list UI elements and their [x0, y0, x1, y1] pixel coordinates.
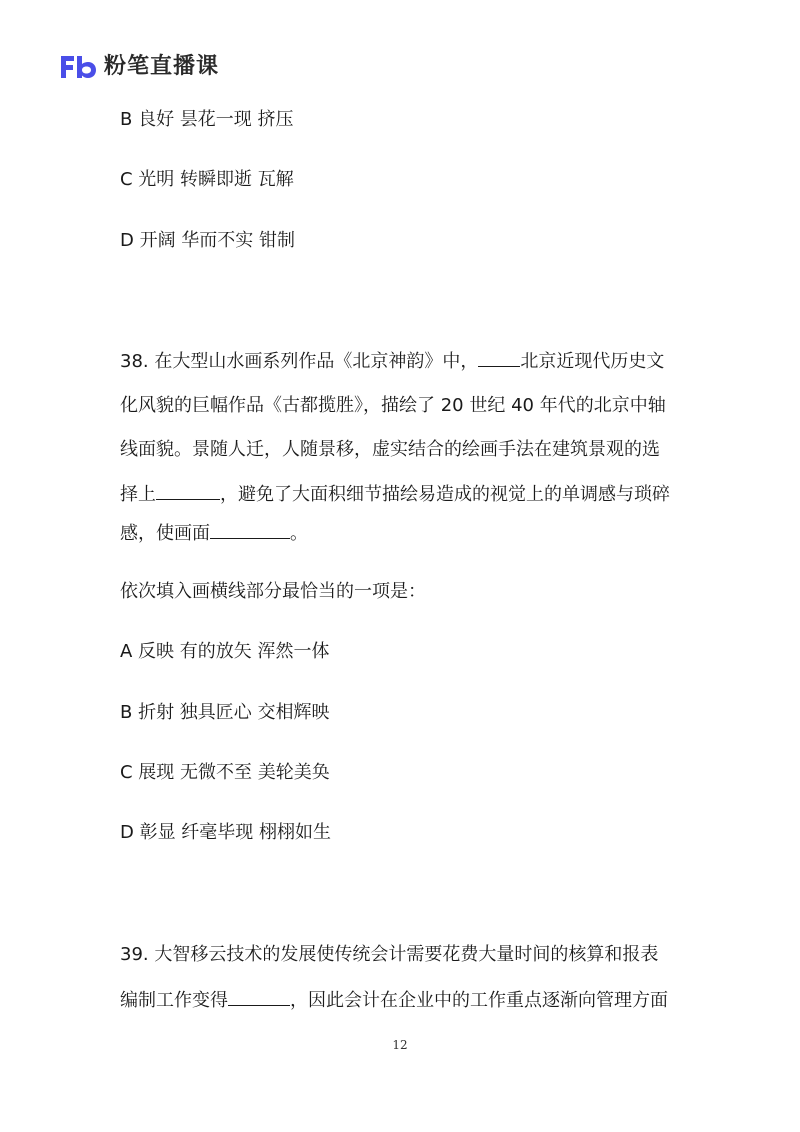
logo-text: 粉笔直播课: [104, 54, 220, 79]
q37-option-b: B 良好 昙花一现 挤压: [120, 109, 294, 130]
q38-option-b: B 折射 独具匠心 交相辉映: [120, 702, 330, 723]
q39-line2-text-b: ，因此会计在企业中的工作重点逐渐向管理方面: [290, 990, 668, 1011]
q38-stem-line-3: 线面貌。景随人迁，人随景移，虚实结合的绘画手法在建筑景观的选: [120, 439, 660, 460]
q37-option-d: D 开阔 华而不实 钳制: [120, 230, 296, 251]
q38-stem-line-2: 化风貌的巨幅作品《古都揽胜》，描绘了 20 世纪 40 年代的北京中轴: [120, 395, 666, 416]
q38-prompt: 依次填入画横线部分最恰当的一项是：: [120, 581, 426, 602]
q38-line5-text-a: 感，使画面: [120, 523, 210, 544]
fb-logo-icon: [58, 52, 98, 82]
page-number: 12: [392, 1038, 408, 1052]
brand-logo: [58, 50, 219, 84]
q38-line1-text-b: 北京近现代历史文: [520, 351, 665, 372]
q39-line2-text-a: 编制工作变得: [120, 990, 228, 1011]
q37-option-c: C 光明 转瞬即逝 瓦解: [120, 169, 294, 190]
q38-line1-text-a: 38. 在大型山水画系列作品《北京神韵》中，: [120, 351, 479, 372]
q38-line4-text-a: 择上: [120, 484, 156, 505]
q38-stem-line-1: [120, 348, 664, 375]
answer-blank-3: [210, 520, 290, 539]
q39-stem-line-2: [120, 987, 668, 1014]
answer-blank-2: [156, 481, 220, 500]
q38-option-d: D 彰显 纤毫毕现 栩栩如生: [120, 822, 332, 843]
q38-line4-text-b: ，避免了大面积细节描绘易造成的视觉上的单调感与琐碎: [220, 484, 670, 505]
q38-option-a: A 反映 有的放矢 浑然一体: [120, 641, 330, 662]
q38-line5-text-b: 。: [290, 523, 308, 544]
answer-blank-4: [228, 987, 290, 1006]
q38-stem-line-4: [120, 481, 670, 508]
q38-stem-line-5: [120, 520, 308, 547]
q38-option-c: C 展现 无微不至 美轮美奂: [120, 762, 330, 783]
q39-stem-line-1: 39. 大智移云技术的发展使传统会计需要花费大量时间的核算和报表: [120, 944, 659, 965]
answer-blank-1: [478, 348, 520, 367]
